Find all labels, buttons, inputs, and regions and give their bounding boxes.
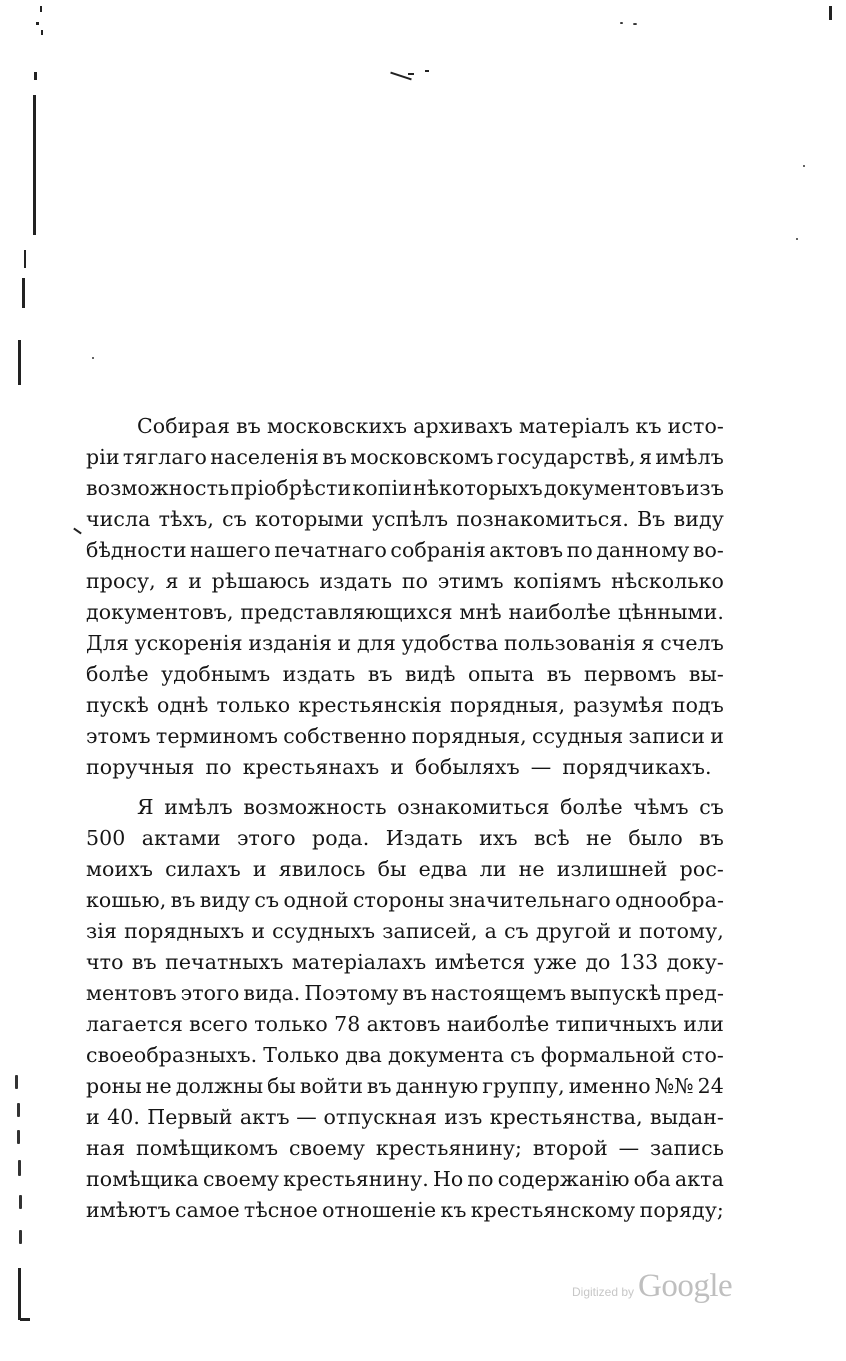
scan-mark xyxy=(20,1318,30,1321)
text-line xyxy=(86,1009,724,1040)
word: уже xyxy=(533,950,577,974)
word: другой xyxy=(535,919,612,943)
word: записей, xyxy=(382,919,478,943)
word: не xyxy=(586,826,613,850)
word: познакомиться. xyxy=(456,507,629,531)
word: собственно xyxy=(283,724,407,748)
word: ускоренія xyxy=(134,631,243,655)
scan-speck xyxy=(92,357,94,359)
word: зія xyxy=(86,919,117,943)
word: возможность xyxy=(86,476,230,500)
scan-mark xyxy=(41,30,43,35)
word: едва xyxy=(418,857,468,881)
word: для xyxy=(357,631,396,655)
scan-mark xyxy=(40,6,42,12)
word: своему xyxy=(202,1167,280,1191)
word: значительнаго xyxy=(448,888,611,912)
scan-speck xyxy=(19,1195,22,1209)
text-line xyxy=(86,1040,724,1071)
word: данную xyxy=(395,1074,479,1098)
word: матеріалахъ xyxy=(291,950,427,974)
word: бобыляхъ xyxy=(415,755,520,779)
word: съ xyxy=(510,1043,535,1067)
word: архивахъ xyxy=(413,414,513,438)
word: мнѣ xyxy=(459,600,502,624)
word: въ xyxy=(322,445,348,469)
word: нашего xyxy=(190,538,271,562)
word: порядныя, xyxy=(450,693,566,717)
word: и xyxy=(337,631,352,655)
word: сто- xyxy=(681,1043,724,1067)
text-line xyxy=(86,690,724,721)
word: ознакомиться xyxy=(397,795,550,819)
word: въ xyxy=(367,662,393,686)
word: тѣсное xyxy=(243,1198,318,1222)
word: или xyxy=(683,1012,724,1036)
word: къ xyxy=(635,414,662,438)
word: представляющихся xyxy=(240,600,453,624)
word: однообра- xyxy=(615,888,724,912)
word: вы- xyxy=(688,662,724,686)
word: московскомъ xyxy=(350,445,494,469)
word: запись xyxy=(650,1136,724,1160)
scan-mark xyxy=(24,250,26,268)
word: счелъ xyxy=(660,631,724,655)
word: не xyxy=(145,1074,172,1098)
word: въ xyxy=(131,950,157,974)
word: возможность xyxy=(243,795,387,819)
scan-speck xyxy=(17,1103,20,1117)
word: 40. xyxy=(107,1105,140,1129)
text-line xyxy=(86,1195,724,1226)
word: самое xyxy=(175,1198,240,1222)
word: имѣютъ xyxy=(86,1198,171,1222)
word: подъ xyxy=(671,693,724,717)
word: съ xyxy=(222,507,247,531)
scan-mark xyxy=(33,95,36,235)
word: группу, xyxy=(482,1074,565,1098)
word: бы xyxy=(267,1074,296,1098)
word: московскихъ xyxy=(266,414,408,438)
scan-mark xyxy=(408,73,414,75)
word: моихъ xyxy=(86,857,154,881)
text-line xyxy=(86,473,724,504)
word: виду xyxy=(673,507,724,531)
word: выпускѣ xyxy=(570,981,662,1005)
digitized-by-google-watermark xyxy=(572,1268,732,1305)
word: собранія xyxy=(390,538,486,562)
word: удобнымъ xyxy=(161,662,271,686)
word: и xyxy=(251,919,266,943)
word: крестьянину; xyxy=(375,1136,523,1160)
scan-mark xyxy=(36,22,39,25)
word: государствѣ, xyxy=(496,445,636,469)
word: въ xyxy=(366,1074,392,1098)
word: по xyxy=(566,538,593,562)
scan-speck xyxy=(19,1230,22,1244)
word: данному xyxy=(596,538,690,562)
word: крестьянскія xyxy=(298,693,442,717)
word: по xyxy=(205,755,232,779)
scan-mark xyxy=(18,1268,21,1320)
word: пред- xyxy=(665,981,724,1005)
word: только xyxy=(216,693,291,717)
word: и xyxy=(188,569,202,593)
word: рода. xyxy=(312,826,370,850)
word: акта xyxy=(674,1167,724,1191)
word: разумѣя xyxy=(573,693,664,717)
word: рѣшаюсь xyxy=(211,569,310,593)
word: актами xyxy=(141,826,221,850)
word: бѣдности xyxy=(86,538,187,562)
word: №№ xyxy=(654,1074,694,1098)
google-logo: Google xyxy=(638,1268,733,1304)
word: рос- xyxy=(679,857,724,881)
word: ментовъ xyxy=(86,981,177,1005)
word: своеобразныхъ. xyxy=(86,1043,258,1067)
word: видѣ xyxy=(405,662,456,686)
word: просу, xyxy=(86,569,156,593)
text-line xyxy=(86,947,724,978)
text-line xyxy=(86,1133,724,1164)
word: излишней xyxy=(556,857,668,881)
word: бы xyxy=(377,857,407,881)
word: 78 xyxy=(334,1012,361,1036)
word: порядныя, xyxy=(411,724,527,748)
word: цѣнными. xyxy=(617,600,724,624)
word: имѣлъ xyxy=(655,445,724,469)
word: всего xyxy=(189,1012,248,1036)
text-line xyxy=(86,628,724,659)
word: порядныхъ xyxy=(124,919,245,943)
scan-mark xyxy=(425,70,429,72)
word: поряду; xyxy=(639,1198,724,1222)
word: ссудныя xyxy=(532,724,624,748)
word: — xyxy=(618,1136,640,1160)
word: и xyxy=(390,755,405,779)
word: пріобрѣсти xyxy=(230,476,352,500)
word: опыта xyxy=(467,662,535,686)
text-line xyxy=(86,597,724,628)
word: отношеніе xyxy=(322,1198,437,1222)
word: числа xyxy=(86,507,151,531)
text-line xyxy=(86,792,724,823)
word: было xyxy=(628,826,683,850)
word: пользованія xyxy=(504,631,636,655)
word: терминомъ xyxy=(155,724,278,748)
scan-speck xyxy=(17,1130,20,1144)
word: чѣмъ xyxy=(633,795,689,819)
word: Издать xyxy=(385,826,463,850)
word: записи xyxy=(628,724,705,748)
word: ная xyxy=(86,1136,126,1160)
word: крестьянахъ xyxy=(242,755,380,779)
word: до xyxy=(585,950,611,974)
word: должны xyxy=(175,1074,264,1098)
word: два xyxy=(345,1043,382,1067)
word: болѣе xyxy=(560,795,623,819)
text-line xyxy=(86,535,724,566)
word: населенія xyxy=(210,445,319,469)
word: лагается xyxy=(86,1012,183,1036)
text-line xyxy=(86,721,724,752)
word: первомъ xyxy=(583,662,677,686)
scan-speck xyxy=(633,23,637,25)
scan-speck xyxy=(620,22,623,24)
word: по xyxy=(401,569,429,593)
word: нѣсколько xyxy=(611,569,724,593)
word: печатныхъ xyxy=(165,950,284,974)
word: Собирая xyxy=(137,414,231,438)
word: я xyxy=(641,631,655,655)
word: документовъ, xyxy=(86,600,234,624)
word: успѣлъ xyxy=(371,507,449,531)
word: этого xyxy=(236,826,296,850)
word: вида. xyxy=(243,981,301,1005)
word: матеріалъ xyxy=(518,414,630,438)
word: актовъ xyxy=(489,538,564,562)
word: ихъ xyxy=(479,826,518,850)
word: актовъ xyxy=(366,1012,441,1036)
text-line xyxy=(86,1164,724,1195)
word: издать xyxy=(319,569,393,593)
word: съ xyxy=(254,888,280,912)
word: кошью, xyxy=(86,888,167,912)
word: доку- xyxy=(666,950,724,974)
word: однѣ xyxy=(157,693,209,717)
word: только xyxy=(254,1012,328,1036)
watermark-prefix: Digitized by xyxy=(572,1285,635,1299)
word: второй xyxy=(532,1136,608,1160)
text-line xyxy=(86,659,724,690)
word: тѣхъ, xyxy=(158,507,214,531)
word: имѣется xyxy=(434,950,526,974)
word: этого xyxy=(180,981,240,1005)
word: Но xyxy=(432,1167,464,1191)
word: 24 xyxy=(697,1074,724,1098)
word: въ xyxy=(170,888,196,912)
word: документа xyxy=(388,1043,505,1067)
word: всѣ xyxy=(533,826,570,850)
text-line xyxy=(86,823,724,854)
scan-speck xyxy=(803,165,805,167)
body-text xyxy=(86,411,724,1226)
word: Я xyxy=(137,795,154,819)
word: изданія xyxy=(248,631,332,655)
word: виду xyxy=(199,888,251,912)
text-line xyxy=(86,504,724,535)
word: болѣе xyxy=(86,662,149,686)
text-line xyxy=(86,1102,724,1133)
word: актъ — отпускная xyxy=(239,1105,437,1129)
word: а xyxy=(484,919,497,943)
word: этомъ xyxy=(86,724,151,748)
word: содержанію xyxy=(497,1167,630,1191)
word: издать xyxy=(282,662,356,686)
scan-mark xyxy=(829,6,832,20)
word: — xyxy=(530,755,552,779)
word: порядчикахъ. xyxy=(562,755,712,779)
word: роны xyxy=(86,1074,142,1098)
text-line xyxy=(86,854,724,885)
word: и xyxy=(710,724,724,748)
word: въ xyxy=(402,981,428,1005)
word: ріи xyxy=(86,445,120,469)
word: во- xyxy=(692,538,724,562)
word: тяглаго xyxy=(122,445,207,469)
word: явилось xyxy=(278,857,366,881)
word: стороны xyxy=(352,888,445,912)
word: Въ xyxy=(637,507,666,531)
word: крестьянства, xyxy=(489,1105,643,1129)
word: ли xyxy=(479,857,507,881)
word: по xyxy=(467,1167,494,1191)
text-line xyxy=(86,442,724,473)
word: которыми xyxy=(255,507,364,531)
text-line xyxy=(86,752,724,783)
word: Первый xyxy=(147,1105,233,1129)
word: и xyxy=(252,857,267,881)
scan-mark xyxy=(34,72,37,80)
word: имѣлъ xyxy=(164,795,233,819)
word: помѣщикомъ xyxy=(135,1136,279,1160)
word: въ xyxy=(546,662,572,686)
word: копіямъ xyxy=(513,569,602,593)
word: Только xyxy=(263,1043,340,1067)
word: Для xyxy=(86,631,129,655)
word: копіи xyxy=(352,476,412,500)
word: я xyxy=(165,569,179,593)
scan-speck xyxy=(796,238,798,240)
word: пускѣ xyxy=(86,693,149,717)
word: документовъ xyxy=(543,476,685,500)
word: я xyxy=(639,445,653,469)
word: не xyxy=(518,857,545,881)
word: и xyxy=(618,919,632,943)
word: поручныя xyxy=(86,755,195,779)
word: съ xyxy=(699,795,724,819)
word: нѣкоторыхъ xyxy=(412,476,543,500)
text-line xyxy=(86,411,724,442)
scan-speck xyxy=(15,1075,18,1089)
text-line xyxy=(86,1071,724,1102)
word: оба xyxy=(633,1167,671,1191)
word: силахъ xyxy=(165,857,241,881)
text-line xyxy=(86,978,724,1009)
scan-mark xyxy=(73,528,82,535)
word: въ xyxy=(699,826,724,850)
word: въ xyxy=(236,414,261,438)
word: крестьянину. xyxy=(283,1167,429,1191)
scan-mark xyxy=(18,340,21,385)
word: удобства xyxy=(401,631,499,655)
word: 133 xyxy=(618,950,659,974)
word: помѣщика xyxy=(86,1167,199,1191)
word: потому, xyxy=(638,919,724,943)
word: войти xyxy=(299,1074,363,1098)
word: этимъ xyxy=(437,569,504,593)
word: исто- xyxy=(667,414,724,438)
word: ссудныхъ xyxy=(272,919,376,943)
word: къ xyxy=(440,1198,467,1222)
scan-speck xyxy=(18,1160,21,1176)
word: и xyxy=(86,1105,100,1129)
word: Поэтому xyxy=(304,981,399,1005)
word: своему xyxy=(288,1136,366,1160)
word: 500 xyxy=(86,826,126,850)
word: именно xyxy=(568,1074,651,1098)
word: съ xyxy=(504,919,529,943)
word: печатнаго xyxy=(274,538,387,562)
word: выдан- xyxy=(650,1105,724,1129)
word: что xyxy=(86,950,124,974)
word: изъ xyxy=(685,476,724,500)
text-line xyxy=(86,885,724,916)
word: наиболѣе xyxy=(446,1012,550,1036)
word: изъ xyxy=(444,1105,483,1129)
text-line xyxy=(86,566,724,597)
text-line xyxy=(86,916,724,947)
word: наиболѣе xyxy=(508,600,612,624)
scan-mark xyxy=(22,278,25,308)
word: настоящемъ xyxy=(431,981,567,1005)
word: одной xyxy=(283,888,349,912)
word: формальной xyxy=(540,1043,676,1067)
word: крестьянскому xyxy=(470,1198,636,1222)
word: типичныхъ xyxy=(555,1012,678,1036)
